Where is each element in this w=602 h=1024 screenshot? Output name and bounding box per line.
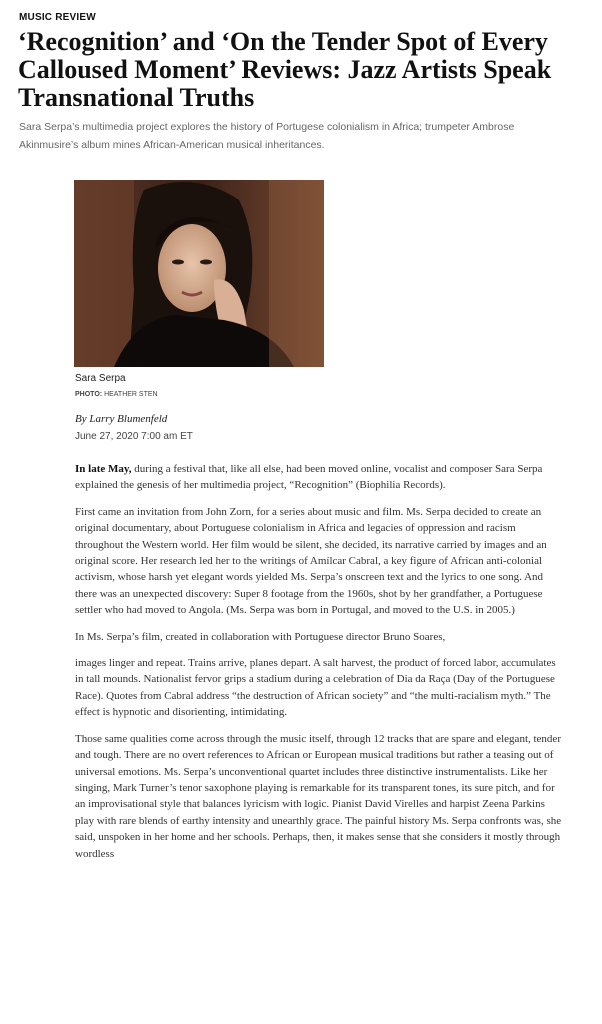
article-photo — [74, 180, 324, 367]
photo-credit — [75, 391, 158, 398]
byline[interactable]: By Larry Blumenfeld — [75, 413, 168, 425]
portrait-image — [74, 180, 324, 367]
section-kicker[interactable]: MUSIC REVIEW — [19, 12, 96, 23]
article-dek: Sara Serpa’s multimedia project explores the history of Portugese colonialism in Africa; trumpeter Ambrose Akinmusire’s album mines African-American musical inheritances. — [19, 121, 515, 151]
article-headline: ‘Recognition’ and ‘On the Tender Spot of Every Calloused Moment’ Reviews: Jazz Artists Speak Transnational Truths — [18, 27, 552, 112]
photo-caption: Sara Serpa — [75, 373, 126, 384]
body-paragraph: images linger and repeat. Trains arrive, planes depart. A salt harvest, the product of forced labor, accumulates in tall mounds. Nationalist fervor grips a stadium during a celebration of Dia da Raça (Day of the Portuguese Race). Quotes from Cabral address “the destruction of African society” and “the multi-racialism myth.” The effect is hypnotic and disorienting, intimidating. — [75, 657, 556, 719]
body-paragraph: Those same qualities come across through the music itself, through 12 tracks that are spare and elegant, tender and tough. There are no overt references to African or European musical traditions but rather a teasing out of universal emotions. Ms. Serpa’s unconventional quartet includes three distinctive instrumentalists. Like her singing, Mark Turner’s tenor saxophone playing is remarkable for its transparent tones, its sure pitch, and for an improvisational style that balances lyricism with logic. Pianist David Virelles and harpist Zeena Parkins play with rare blends of earthy intensity and unearthly grace. The painful history Ms. Serpa confronts was, she said, unspoken in her home and her schools. Perhaps, then, it makes sense that she considers it mostly through wordless — [75, 732, 562, 860]
paragraph-text: during a festival that, like all else, had been moved online, vocalist and composer Sara Serpa explained the genesis of her multimedia project, “Recognition” (Biophilia Records). — [75, 463, 543, 492]
body-paragraph: In Ms. Serpa’s film, created in collaboration with Portuguese director Bruno Soares, — [75, 630, 446, 643]
article-body — [75, 461, 565, 872]
body-paragraph — [75, 461, 565, 494]
credit-label: PHOTO: — [75, 391, 103, 398]
publish-date: June 27, 2020 7:00 am ET — [75, 431, 193, 442]
body-paragraph: First came an invitation from John Zorn, for a series about music and film. Ms. Serpa decided to create an original documentary, about Portuguese colonialism in Africa and legacies of oppression and racism throughout the Western world. Her film would be silent, she decided, its narrative carried by images and an original score. Her research led her to the writings of Amílcar Cabral, a key figure of African anti-colonial activism, whose harsh yet elegant words yielded Ms. Serpa’s onscreen text and the lyrics to one song. And there was an unexpected discovery: Super 8 footage from the 1960s, shot by her grandfather, a Portuguese settler who had moved to Angola. (Ms. Serpa was born in Portugal, and moved to the U.S. in 2005.) — [75, 505, 547, 617]
credit-name: HEATHER STEN — [104, 391, 158, 398]
lead-in: In late May, — [75, 463, 132, 475]
